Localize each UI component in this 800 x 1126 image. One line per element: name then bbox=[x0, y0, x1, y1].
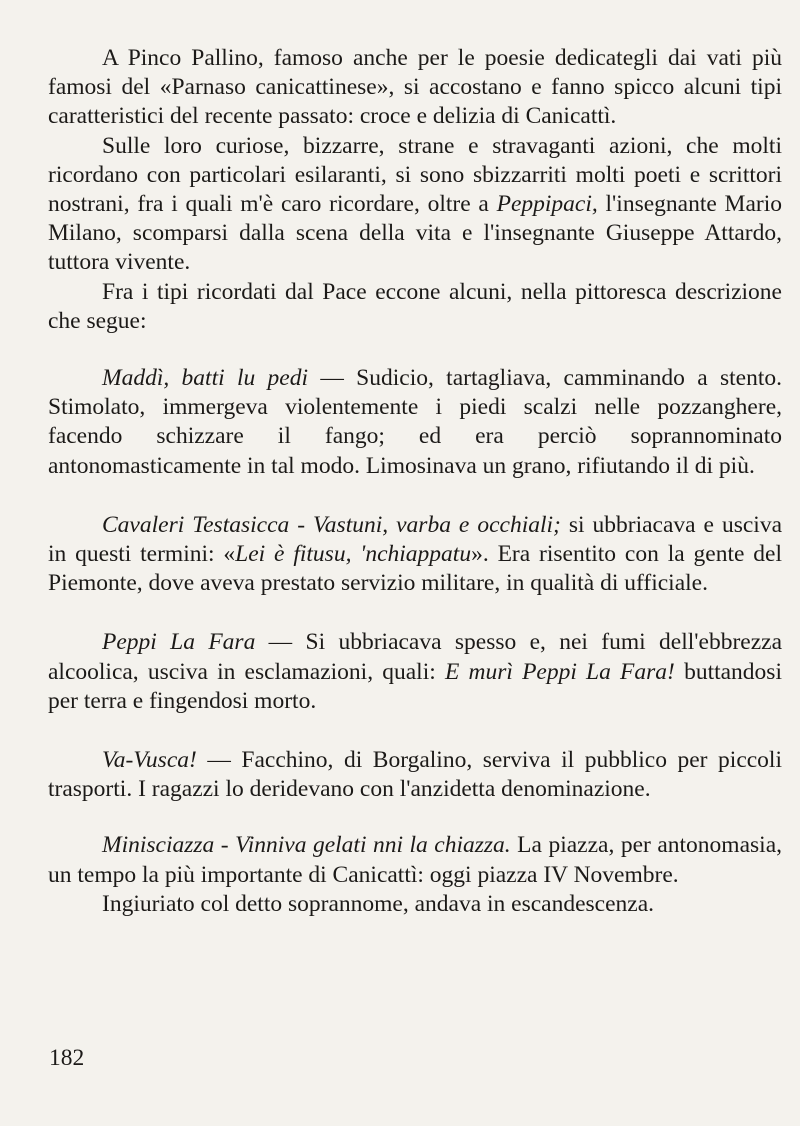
italic-run: Cavaleri Testasicca - Vastuni, varba e occhiali; bbox=[102, 511, 561, 538]
italic-run: Minisciazza - Vinniva gelati nni la chiazza. bbox=[102, 832, 511, 859]
entry-peppi-la-fara bbox=[48, 628, 782, 716]
italic-run: E murì Peppi La Fara! bbox=[444, 658, 675, 685]
page-number: 182 bbox=[49, 1045, 85, 1071]
text-run: ». Era risentito con la gente del Piemonte, dove aveva prestato servizio militare, in qualità di ufficiale. bbox=[48, 541, 782, 597]
text-run: buttandosi per terra e fingendosi morto. bbox=[48, 658, 782, 714]
paragraph-ingiuriato bbox=[48, 890, 782, 919]
paragraph-poets bbox=[48, 132, 782, 278]
text-run: La piazza, per antonomasia, un tempo la più importante di Canicattì: oggi piazza IV Novembre. bbox=[48, 832, 782, 888]
entry-va-vusca bbox=[48, 746, 782, 804]
italic-run: Peppipaci, bbox=[496, 191, 598, 218]
body-text bbox=[48, 44, 782, 919]
paragraph-intro bbox=[48, 44, 782, 132]
italic-run: Maddì, batti lu pedi bbox=[102, 365, 309, 392]
text-run: Sulle loro curiose, bizzarre, strane e stravaganti azioni, che molti ricordano con particolari esilaranti, si sono sbizzarriti molti poeti e scrittori nostrani, fra i quali m'è caro ricordare, oltre a bbox=[48, 132, 782, 218]
italic-run: Peppi La Fara bbox=[102, 629, 256, 656]
text-run: A Pinco Pallino, famoso anche per le poesie dedicategli dai vati più famosi del «Parnaso canicattinese», si accostano e fanno spicco alcuni tipi caratteristici del recente passato: croce e delizia di Canicattì. bbox=[48, 45, 782, 130]
entry-minisciazza bbox=[48, 831, 782, 889]
italic-run: Lei è fitusu, 'nchiappatu bbox=[235, 541, 472, 568]
text-run: l'insegnante Mario Milano, scomparsi dalla scena della vita e l'insegnante Giuseppe Attardo, tuttora vivente. bbox=[48, 191, 782, 276]
text-run: — Facchino, di Borgalino, serviva il pubblico per piccoli trasporti. I ragazzi lo deridevano con l'anzidetta denominazione. bbox=[48, 747, 782, 803]
text-run: si ubbriacava e usciva in questi termini: « bbox=[48, 511, 782, 568]
italic-run: Va-Vusca! bbox=[102, 747, 197, 774]
text-run: Ingiuriato col detto soprannome, andava in escandescenza. bbox=[102, 890, 655, 917]
text-run: — Sudicio, tartagliava, camminando a stento. Stimolato, immergeva violentemente i piedi scalzi nelle pozzanghere, facendo schizzare il fango; ed era perciò soprannominato antonomasticamente in tal modo. Limosinava un grano, rifiutando il di più. bbox=[48, 365, 782, 479]
entry-maddi bbox=[48, 364, 782, 481]
text-run: Fra i tipi ricordati dal Pace eccone alcuni, nella pittoresca descrizione che segue: bbox=[48, 278, 782, 334]
paragraph-lead-in bbox=[48, 278, 782, 336]
text-run: — Si ubbriacava spesso e, nei fumi dell'ebbrezza alcoolica, usciva in esclamazioni, quali: bbox=[48, 629, 782, 685]
entry-cavaleri-testasicca bbox=[48, 511, 782, 599]
